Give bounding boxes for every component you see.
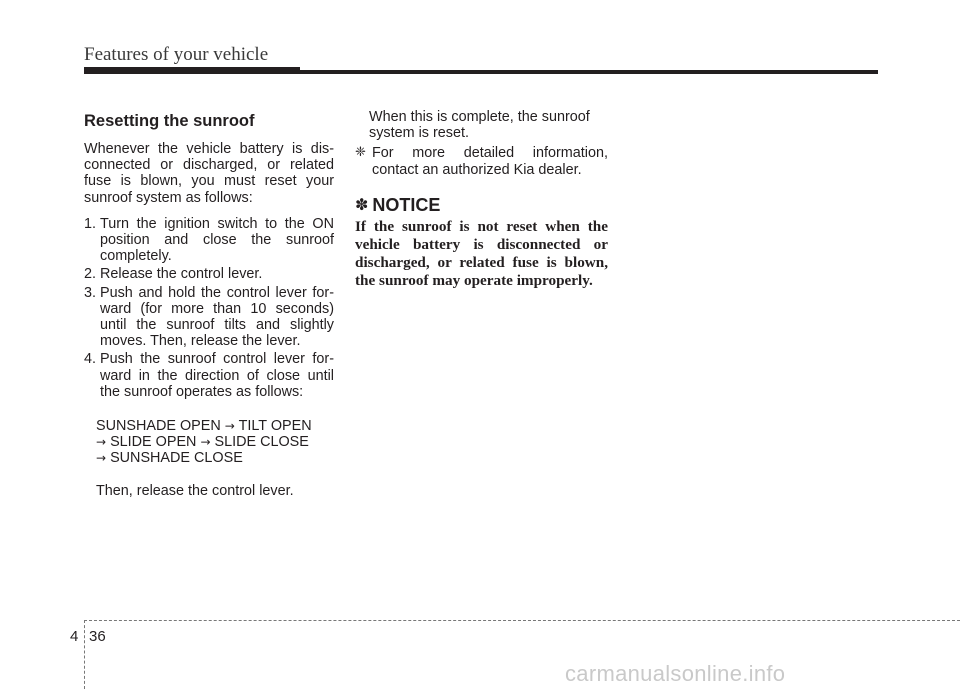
- operation-sequence: [96, 418, 334, 467]
- step-text: Push and hold the control lever for-ward (for more than 10 seconds) until the sunroof tilts and slightly moves. Then, release the lever.: [100, 284, 334, 350]
- page-number: 36: [89, 628, 106, 645]
- step-text: Push the sunroof control lever for-ward in the direction of close until the sunroof operates as follows:: [100, 351, 334, 400]
- release-instruction: Then, release the control lever.: [96, 482, 294, 499]
- watermark: carmanualsonline.info: [565, 661, 786, 686]
- section-heading: Resetting the sunroof: [84, 112, 255, 130]
- sequence-line-1: [96, 418, 334, 434]
- sequence-step: SLIDE OPEN: [110, 434, 197, 451]
- sequence-line-2: [96, 434, 334, 450]
- arrow-right-icon: →: [96, 435, 107, 450]
- info-mark-icon: ❈: [355, 145, 366, 161]
- step-number: 1.: [84, 215, 97, 232]
- notice-star-icon: ✽: [355, 194, 369, 214]
- step-number: 2.: [84, 266, 97, 283]
- arrow-right-icon: →: [96, 451, 107, 466]
- arrow-right-icon: →: [200, 435, 211, 450]
- sequence-step: SLIDE CLOSE: [214, 434, 309, 451]
- sequence-step: SUNSHADE CLOSE: [110, 450, 243, 467]
- step-number: 4.: [84, 351, 97, 368]
- right-column: [355, 109, 608, 290]
- notice-heading: [355, 194, 608, 216]
- step-1: [84, 216, 334, 265]
- step-4: [84, 351, 334, 400]
- notice-title: NOTICE: [372, 194, 441, 215]
- footer-rule: [84, 620, 960, 621]
- step-2: [84, 266, 334, 282]
- arrow-right-icon: →: [224, 419, 235, 434]
- header-rule: [84, 70, 878, 74]
- footer-divider: [84, 620, 85, 689]
- sequence-step: SUNSHADE OPEN: [96, 418, 221, 435]
- step-text: Turn the ignition switch to the ON position and close the sunroof completely.: [100, 215, 334, 265]
- intro-paragraph: Whenever the vehicle battery is dis-connected or discharged, or related fuse is blown, you must reset your sunroof system as follows:: [84, 141, 334, 206]
- sequence-line-3: [96, 450, 334, 466]
- sequence-step: TILT OPEN: [238, 418, 312, 435]
- left-column: [84, 111, 334, 499]
- step-3: [84, 285, 334, 350]
- reset-complete-text: When this is complete, the sunroof system is reset.: [369, 109, 590, 142]
- step-number: 3.: [84, 284, 97, 301]
- info-text: For more detailed information, contact an authorized Kia dealer.: [372, 145, 608, 178]
- info-note: [355, 145, 608, 177]
- step-text: Release the control lever.: [100, 266, 263, 283]
- page-header-title: Features of your vehicle: [84, 44, 269, 65]
- notice-body: If the sunroof is not reset when the vehicle battery is disconnected or discharged, or related fuse is blown, the sunroof may operate improperly.: [355, 217, 608, 289]
- chapter-number: 4: [70, 628, 79, 645]
